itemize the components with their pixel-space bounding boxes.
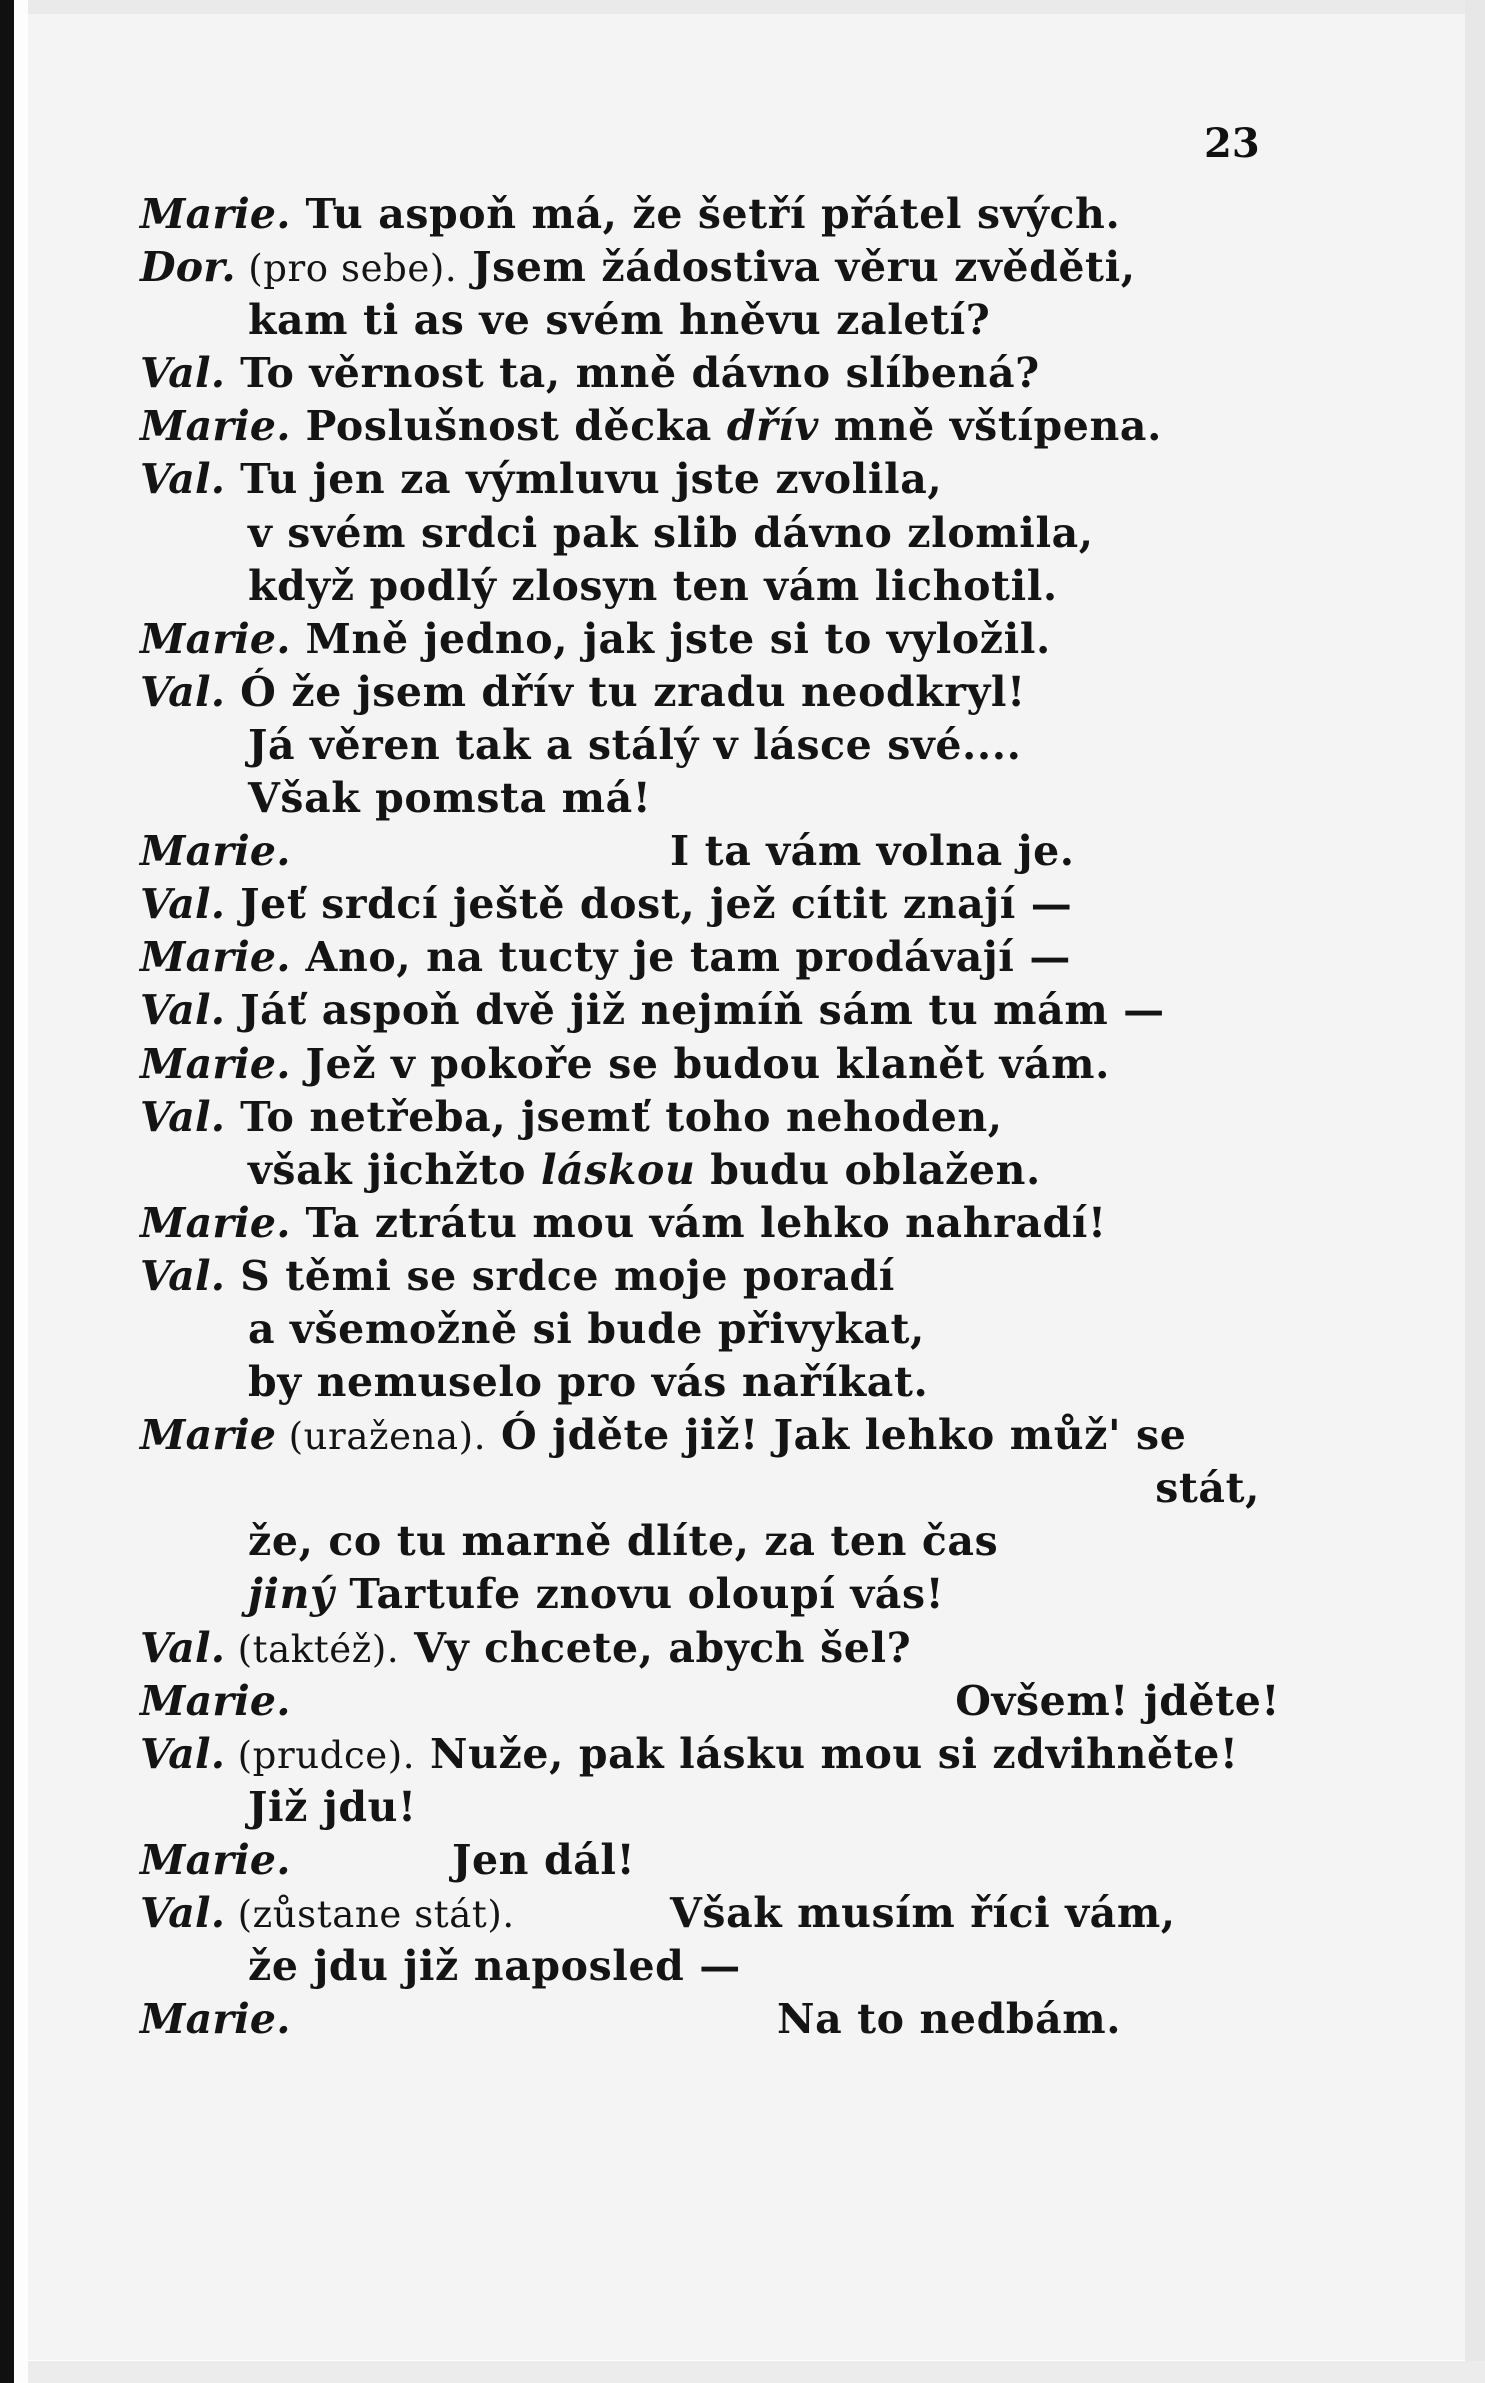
text-line (140, 188, 1280, 241)
text-line (140, 613, 1280, 666)
line-text: Tartufe znovu oloupí vás! (334, 1570, 945, 1619)
speaker-label: Marie (140, 1411, 277, 1460)
line-text: Ano, na tucty je tam prodávají — (290, 933, 1071, 982)
scan-edge-bottom (28, 2361, 1485, 2383)
line-text: Nuže, pak lásku mou si zdvihněte! (415, 1729, 1239, 1778)
text-line (140, 1409, 1280, 1462)
text-line (140, 1515, 1280, 1568)
scan-border-left (0, 0, 14, 2383)
line-text: a všemožně si bude přivykat, (248, 1304, 925, 1353)
text-line (140, 984, 1280, 1037)
speaker-label: Marie. (140, 1835, 291, 1884)
text-line (140, 560, 1280, 613)
line-text: Již jdu! (248, 1782, 417, 1831)
line-text: Na to nedbám. (777, 1995, 1122, 2044)
text-line (140, 1091, 1280, 1144)
speaker-label: Val. (140, 986, 226, 1035)
text-line (140, 1940, 1280, 1993)
emphasis-text: dřív (726, 402, 819, 451)
emphasis-text: láskou (540, 1145, 696, 1194)
stage-direction: (pro sebe). (235, 247, 458, 291)
line-text: mně vštípena. (818, 402, 1162, 451)
speaker-label: Val. (140, 1251, 226, 1300)
speaker-label: Marie. (140, 402, 291, 451)
speaker-label: Val. (140, 1889, 226, 1937)
speaker-label: Marie. (140, 1039, 291, 1088)
line-text: Tu jen za výmluvu jste zvolila, (225, 455, 943, 504)
speaker-label: Val. (140, 667, 226, 716)
line-text: Jen dál! (452, 1835, 636, 1884)
text-line (140, 1303, 1280, 1356)
text-line (140, 347, 1280, 400)
scan-gutter (14, 0, 28, 2383)
line-text: Ta ztrátu mou vám lehko nahradí! (290, 1198, 1107, 1247)
text-line (140, 1622, 1280, 1675)
dialogue-text (140, 188, 1280, 2046)
line-text: by nemuselo pro vás naříkat. (248, 1358, 929, 1407)
speaker-label: Marie. (140, 933, 291, 982)
text-line (140, 878, 1280, 931)
text-line (140, 1887, 1280, 1940)
text-line (140, 1356, 1280, 1409)
line-text: však jichžto (248, 1145, 541, 1194)
speaker-label: Marie. (140, 1198, 291, 1247)
speaker-label: Dor. (140, 243, 236, 292)
line-text: že, co tu marně dlíte, za ten čas (248, 1517, 999, 1566)
line-text: budu oblažen. (695, 1145, 1041, 1194)
line-text: Mně jedno, jak jste si to vyložil. (290, 614, 1051, 663)
text-line (140, 1834, 1280, 1887)
line-text: I ta vám volna je. (670, 827, 1075, 876)
text-line (140, 400, 1280, 453)
speaker-label: Marie. (140, 190, 291, 238)
text-line (140, 1197, 1280, 1250)
line-text: Ovšem! jděte! (955, 1676, 1280, 1725)
text-line (140, 1728, 1280, 1781)
speaker-label: Val. (140, 349, 226, 398)
speaker-label: Marie. (140, 614, 291, 663)
line-text: stát, (1155, 1464, 1260, 1513)
text-line (140, 1250, 1280, 1303)
line-text: Jsem žádostiva věru zvěděti, (457, 243, 1136, 292)
scan-edge-top (28, 0, 1485, 14)
text-line (140, 1993, 1280, 2046)
text-line (140, 453, 1280, 506)
line-text: Ó jděte již! Jak lehko můž' se (486, 1411, 1187, 1460)
text-line (140, 1675, 1280, 1728)
text-line (140, 666, 1280, 719)
line-text: Vy chcete, abych šel? (399, 1623, 912, 1672)
stage-direction: (uražena). (276, 1415, 487, 1459)
line-text: že jdu již naposled — (248, 1942, 741, 1991)
text-line (140, 1038, 1280, 1091)
speaker-label: Marie. (140, 827, 291, 876)
line-text: Já věren tak a stálý v lásce své.... (248, 720, 1022, 769)
line-text: S těmi se srdce moje poradí (225, 1251, 895, 1300)
text-line (140, 1144, 1280, 1197)
speaker-label: Val. (140, 880, 226, 929)
line-text: když podlý zlosyn ten vám lichotil. (248, 561, 1058, 610)
page-number: 23 (1204, 120, 1260, 167)
line-text: Poslušnost děcka (290, 402, 727, 451)
line-text: kam ti as ve svém hněvu zaletí? (248, 296, 991, 345)
line-text: Tu aspoň má, že šetří přátel svých. (290, 190, 1121, 238)
line-text: Jáť aspoň dvě již nejmíň sám tu mám — (225, 986, 1165, 1035)
stage-direction: (zůstane stát). (225, 1893, 515, 1936)
speaker-label: Val. (140, 455, 226, 504)
text-line (140, 1568, 1280, 1621)
text-line (140, 507, 1280, 560)
line-text: Ó že jsem dřív tu zradu neodkryl! (225, 667, 1026, 716)
text-line (140, 825, 1280, 878)
line-text: Však pomsta má! (248, 774, 652, 823)
speaker-label: Marie. (140, 1676, 291, 1725)
text-line (140, 1781, 1280, 1834)
text-line (140, 931, 1280, 984)
scan-edge-right (1465, 0, 1485, 2383)
text-line (140, 294, 1280, 347)
speaker-label: Marie. (140, 1995, 291, 2044)
text-line (140, 719, 1280, 772)
line-text: Jeť srdcí ještě dost, jež cítit znají — (225, 880, 1073, 929)
line-text: Jež v pokoře se budou klanět vám. (290, 1039, 1110, 1088)
text-line (140, 1462, 1280, 1515)
stage-direction: (prudce). (225, 1733, 416, 1777)
line-text: v svém srdci pak slib dávno zlomila, (248, 508, 1094, 557)
emphasis-text: jiný (248, 1570, 335, 1619)
text-line (140, 772, 1280, 825)
line-text: To věrnost ta, mně dávno slíbená? (225, 349, 1040, 398)
line-text: To netřeba, jsemť toho nehoden, (225, 1092, 1003, 1141)
speaker-label: Val. (140, 1729, 226, 1778)
speaker-label: Val. (140, 1092, 226, 1141)
stage-direction: (taktéž). (225, 1627, 400, 1671)
text-line (140, 241, 1280, 294)
line-text: Však musím říci vám, (670, 1889, 1176, 1937)
speaker-label: Val. (140, 1623, 226, 1672)
